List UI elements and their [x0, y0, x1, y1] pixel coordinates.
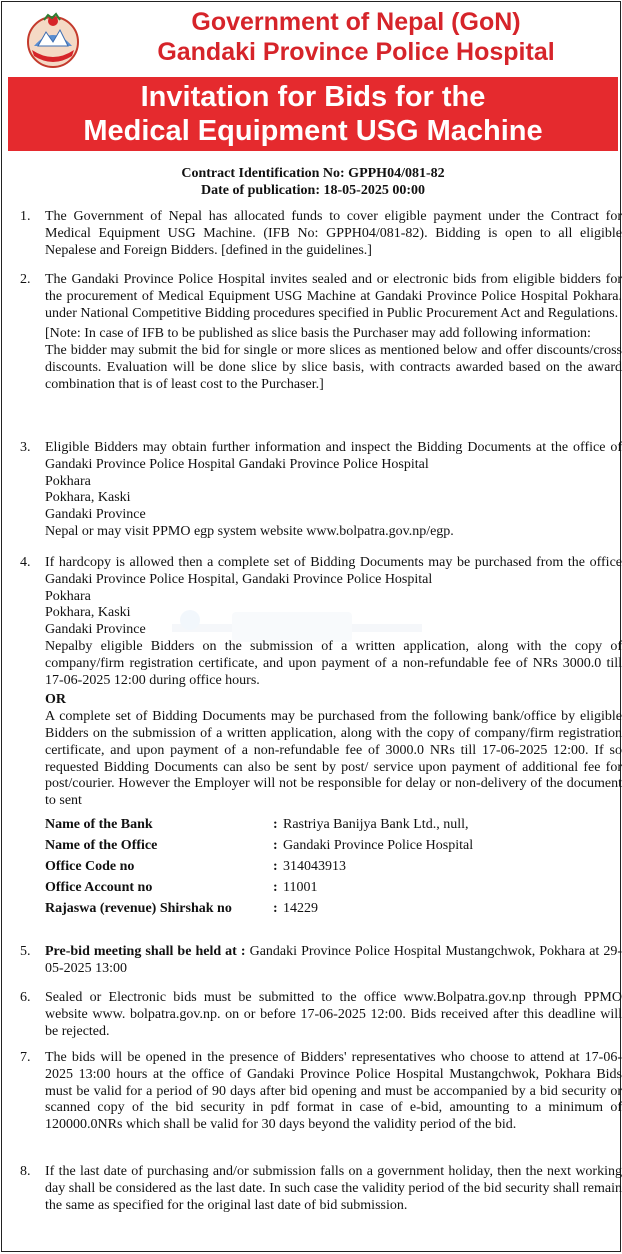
contract-id: Contract Identification No: GPPH04/081-82: [181, 166, 445, 181]
address-line: Gandaki Province: [45, 507, 146, 523]
item-text: The Government of Nepal has allocated funds to cover eligible payment under the Contract for Medical Equipment USG Machine. (IFB No: GPPH04/081-82). Bidding is open to all eligible Nepalese and Foreign Bidders. [defined in the guidelines.]: [45, 209, 622, 258]
prebid-label: Pre-bid meeting shall be held at :: [45, 944, 246, 959]
bank-label: Name of the Bank: [45, 816, 153, 832]
office-label: Name of the Office: [45, 837, 158, 853]
document-frame: [1, 1, 621, 1252]
item-text: Sealed or Electronic bids must be submitted to the office www.Bolpatra.gov.np through PPMO website www. bolpatra.gov.np. on or before 17-06-2025 12:00. Bids received after this deadline will be rejected.: [45, 990, 622, 1039]
address-line: Pokhara, Kaski: [45, 605, 131, 621]
prebid-text: Gandaki Province Police Hospital Mustangchwok, Pokhara at 29-05-2025 13:00: [45, 944, 622, 976]
address-line: Pokhara: [45, 588, 91, 604]
revenue-value: 14229: [283, 900, 318, 916]
government-title: Government of Nepal (GoN): [191, 8, 521, 36]
or-separator: OR: [45, 692, 66, 708]
header: [2, 2, 622, 74]
hospital-title: Gandaki Province Police Hospital: [157, 38, 555, 66]
item-text: The bids will be opened in the presence of Bidders' representatives who choose to attend at 17-06-2025 13:00 hours at the office of Gandaki Province Police Hospital Mustangchwok, Pokhara Bids must be valid for a period of 90 days after bid opening and must be accompanied by a bid security or scanned copy of the bid security in pdf format in case of e-bid, amounting to a minimum of 120000.0NRs which shall be valid for 30 days beyond the validity period of the bid.: [45, 1050, 622, 1133]
title-banner: [8, 77, 618, 151]
item-number: 8.: [20, 1164, 31, 1179]
nepal-emblem-icon: [24, 12, 82, 68]
revenue-label: Rajaswa (revenue) Shirshak no: [45, 900, 232, 916]
item-number: 2.: [20, 272, 31, 287]
item-text: [45, 944, 622, 978]
office-value: Gandaki Province Police Hospital: [283, 837, 474, 853]
table-row: Name of the Office : Gandaki Province Police Hospital: [45, 835, 525, 856]
item-text: Eligible Bidders may obtain further information and inspect the Bidding Documents at the office of Gandaki Province Police Hospital Gandaki Province Police Hospital: [45, 440, 622, 472]
bank-value: Rastriya Banijya Bank Ltd., null,: [283, 816, 469, 832]
office-code-value: 314043913: [283, 858, 346, 874]
table-row: Rajaswa (revenue) Shirshak no : 14229: [45, 898, 525, 919]
table-row: Name of the Bank : Rastriya Banijya Bank Ltd., null,: [45, 814, 525, 835]
address-line: Pokhara: [45, 473, 91, 489]
item-note: [Note: In case of IFB to be published as slice basis the Purchaser may add following information:: [45, 326, 591, 342]
item-number: 1.: [20, 209, 31, 224]
item-number: 6.: [20, 990, 31, 1005]
table-row: Office Account no : 11001: [45, 877, 525, 898]
banner-line-2: Medical Equipment USG Machine: [83, 115, 543, 147]
office-account-value: 11001: [283, 879, 318, 895]
office-code-label: Office Code no: [45, 858, 135, 874]
item-number: 4.: [20, 555, 31, 570]
publication-date: Date of publication: 18-05-2025 00:00: [201, 183, 425, 198]
table-row: Office Code no : 314043913: [45, 856, 525, 877]
website-line: Nepal or may visit PPMO egp system website www.bolpatra.gov.np/egp.: [45, 523, 454, 539]
item-text-3: A complete set of Bidding Documents may be purchased from the following bank/office by eligible Bidders on the submission of a written application, along with the copy of company/firm registration certificate, and upon payment of a non-refundable fee of 3000.0 NRs till 17-06-2025 12:00. If so requested Bidding Documents can also be sent by post/ service upon payment of additional fee for post/courier. However the Employer will not be responsible for delay or non-delivery of the document to sent: [45, 709, 622, 809]
banner-line-1: Invitation for Bids for the: [140, 81, 486, 113]
bank-details: [45, 814, 525, 919]
item-text: If hardcopy is allowed then a complete set of Bidding Documents may be purchased from the office Gandaki Province Police Hospital, Gandaki Province Police Hospital: [45, 555, 622, 587]
item-text: The Gandaki Province Police Hospital invites sealed and or electronic bids from eligible bidders for the procurement of Medical Equipment USG Machine at Gandaki Province Police Hospital Pokhara. under National Competitive Bidding procedures specified in Public Procurement Act and Regulations.: [45, 272, 622, 321]
item-note: The bidder may submit the bid for single or more slices as mentioned below and offer discounts/cross discounts. Evaluation will be done slice by slice basis, with contracts awarded based on the award combination that is of least cost to the Purchaser.]: [45, 343, 622, 392]
item-number: 5.: [20, 944, 31, 959]
item-text: If the last date of purchasing and/or submission falls on a government holiday, then the next working day shall be considered as the last date. In such case the validity period of the bid security shall remain the same as specified for the original last date of bid submission.: [45, 1164, 622, 1213]
office-account-label: Office Account no: [45, 879, 153, 895]
item-number: 7.: [20, 1050, 31, 1065]
item-number: 3.: [20, 440, 31, 455]
item-text-2: Nepalby eligible Bidders on the submission of a written application, along with the copy of company/firm registration certificate, and upon payment of a non-refundable fee of NRs 3000.0 till 17-06-2025 12:00 during office hours.: [45, 638, 622, 688]
address-line: Gandaki Province: [45, 622, 146, 638]
address-line: Pokhara, Kaski: [45, 490, 131, 506]
